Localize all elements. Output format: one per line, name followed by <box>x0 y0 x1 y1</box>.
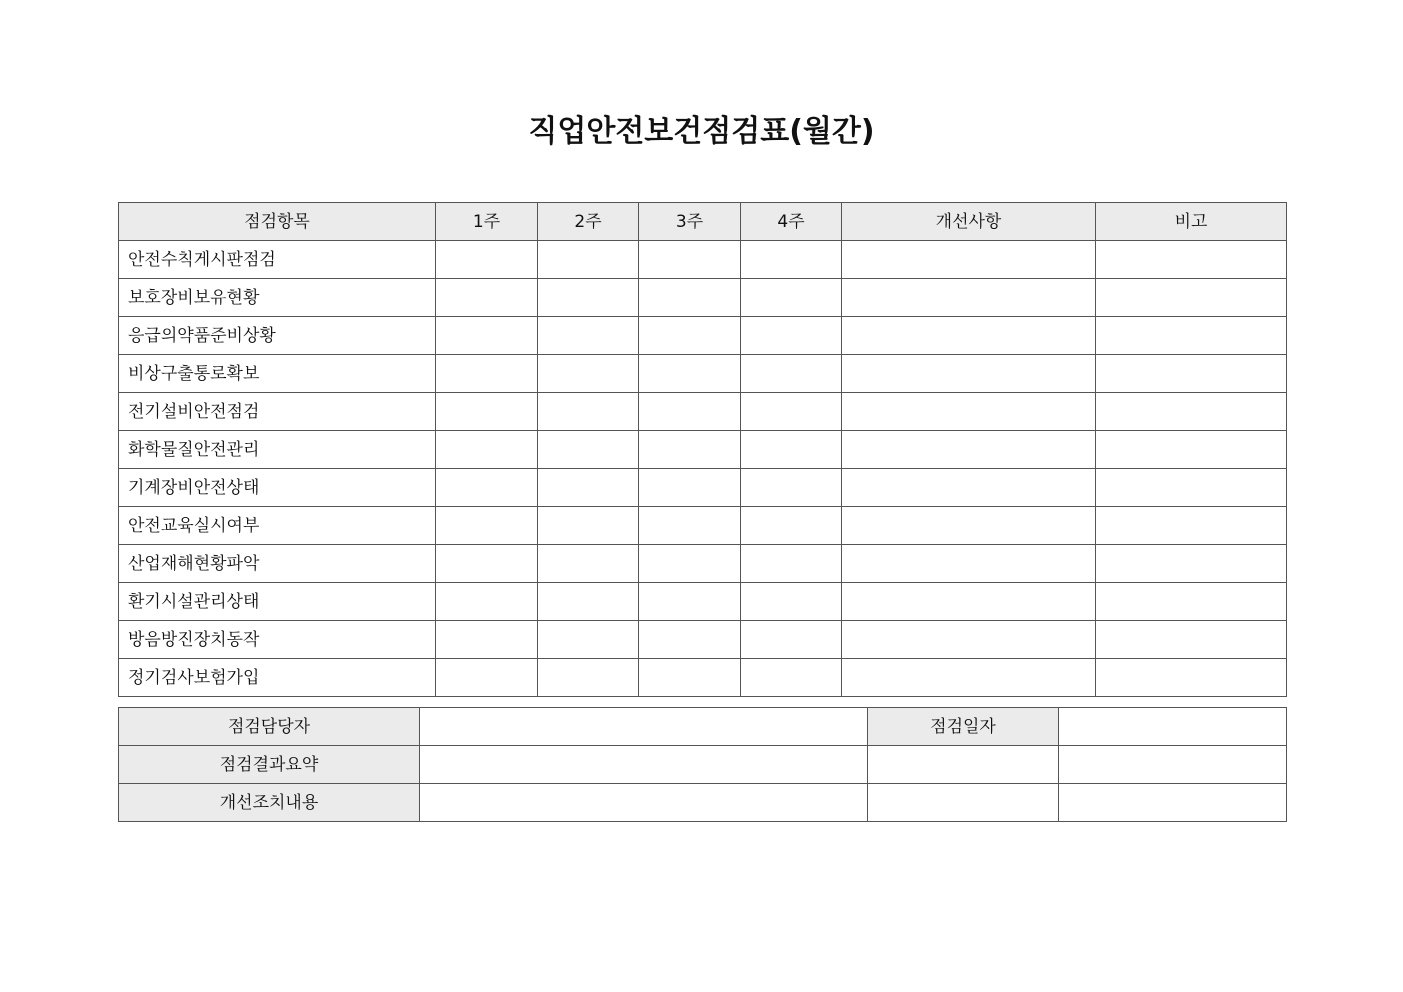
table-row <box>119 583 1287 621</box>
table-row <box>119 431 1287 469</box>
week-4-cell[interactable] <box>741 241 842 279</box>
week-2-cell[interactable] <box>538 355 639 393</box>
table-row <box>119 241 1287 279</box>
table-row <box>119 279 1287 317</box>
summary-row-result <box>119 746 1287 784</box>
inspection-item-label: 안전수칙게시판점검 <box>119 241 436 279</box>
remark-cell[interactable] <box>1096 241 1287 279</box>
week-3-cell[interactable] <box>639 621 741 659</box>
inspection-item-label: 보호장비보유현황 <box>119 279 436 317</box>
remark-cell[interactable] <box>1096 393 1287 431</box>
week-3-cell[interactable] <box>639 279 741 317</box>
week-1-cell[interactable] <box>436 545 538 583</box>
week-2-cell[interactable] <box>538 545 639 583</box>
table-row <box>119 317 1287 355</box>
week-2-cell[interactable] <box>538 659 639 697</box>
inspector-label: 점검담당자 <box>119 708 420 746</box>
corrective-action-cell-3[interactable] <box>1059 784 1287 822</box>
corrective-action-label: 개선조치내용 <box>119 784 420 822</box>
week-2-cell[interactable] <box>538 279 639 317</box>
improvement-cell[interactable] <box>842 659 1096 697</box>
week-4-cell[interactable] <box>741 659 842 697</box>
header-remarks: 비고 <box>1096 203 1287 241</box>
remark-cell[interactable] <box>1096 431 1287 469</box>
week-3-cell[interactable] <box>639 241 741 279</box>
improvement-cell[interactable] <box>842 393 1096 431</box>
week-3-cell[interactable] <box>639 583 741 621</box>
inspection-item-label: 안전교육실시여부 <box>119 507 436 545</box>
table-row <box>119 469 1287 507</box>
improvement-cell[interactable] <box>842 621 1096 659</box>
week-4-cell[interactable] <box>741 545 842 583</box>
result-summary-label: 점검결과요약 <box>119 746 420 784</box>
week-2-cell[interactable] <box>538 469 639 507</box>
week-4-cell[interactable] <box>741 583 842 621</box>
week-1-cell[interactable] <box>436 659 538 697</box>
inspection-item-label: 환기시설관리상태 <box>119 583 436 621</box>
inspection-item-label: 화학물질안전관리 <box>119 431 436 469</box>
table-row <box>119 659 1287 697</box>
remark-cell[interactable] <box>1096 469 1287 507</box>
document-title: 직업안전보건점검표(월간) <box>528 114 875 149</box>
week-3-cell[interactable] <box>639 545 741 583</box>
inspection-date-value-cell[interactable] <box>1059 708 1287 746</box>
header-inspection-item: 점검항목 <box>119 203 436 241</box>
inspection-item-label: 비상구출통로확보 <box>119 355 436 393</box>
week-4-cell[interactable] <box>741 355 842 393</box>
corrective-action-cell[interactable] <box>420 784 868 822</box>
week-3-cell[interactable] <box>639 317 741 355</box>
week-4-cell[interactable] <box>741 279 842 317</box>
improvement-cell[interactable] <box>842 431 1096 469</box>
improvement-cell[interactable] <box>842 469 1096 507</box>
week-1-cell[interactable] <box>436 431 538 469</box>
week-1-cell[interactable] <box>436 621 538 659</box>
inspection-date-label: 점검일자 <box>868 708 1059 746</box>
week-2-cell[interactable] <box>538 583 639 621</box>
week-2-cell[interactable] <box>538 317 639 355</box>
week-4-cell[interactable] <box>741 317 842 355</box>
table-row <box>119 507 1287 545</box>
improvement-cell[interactable] <box>842 545 1096 583</box>
week-3-cell[interactable] <box>639 507 741 545</box>
remark-cell[interactable] <box>1096 507 1287 545</box>
week-2-cell[interactable] <box>538 393 639 431</box>
week-2-cell[interactable] <box>538 241 639 279</box>
summary-row-inspector <box>119 708 1287 746</box>
week-1-cell[interactable] <box>436 279 538 317</box>
table-row <box>119 621 1287 659</box>
week-4-cell[interactable] <box>741 469 842 507</box>
summary-row-action <box>119 784 1287 822</box>
remark-cell[interactable] <box>1096 659 1287 697</box>
week-1-cell[interactable] <box>436 583 538 621</box>
inspector-value-cell[interactable] <box>420 708 868 746</box>
week-2-cell[interactable] <box>538 621 639 659</box>
table-row <box>119 355 1287 393</box>
week-3-cell[interactable] <box>639 393 741 431</box>
improvement-cell[interactable] <box>842 279 1096 317</box>
remark-cell[interactable] <box>1096 317 1287 355</box>
result-summary-cell-2[interactable] <box>868 746 1059 784</box>
remark-cell[interactable] <box>1096 583 1287 621</box>
week-3-cell[interactable] <box>639 659 741 697</box>
week-1-cell[interactable] <box>436 241 538 279</box>
week-1-cell[interactable] <box>436 393 538 431</box>
remark-cell[interactable] <box>1096 355 1287 393</box>
header-week-3: 3주 <box>639 203 741 241</box>
header-week-1: 1주 <box>436 203 538 241</box>
week-4-cell[interactable] <box>741 431 842 469</box>
remark-cell[interactable] <box>1096 279 1287 317</box>
inspection-item-label: 정기검사보험가입 <box>119 659 436 697</box>
table-header-row <box>119 203 1287 241</box>
improvement-cell[interactable] <box>842 583 1096 621</box>
week-1-cell[interactable] <box>436 507 538 545</box>
inspection-item-label: 응급의약품준비상황 <box>119 317 436 355</box>
improvement-cell[interactable] <box>842 317 1096 355</box>
checklist-table <box>118 202 1287 697</box>
header-week-2: 2주 <box>538 203 639 241</box>
week-1-cell[interactable] <box>436 355 538 393</box>
remark-cell[interactable] <box>1096 545 1287 583</box>
week-3-cell[interactable] <box>639 355 741 393</box>
week-2-cell[interactable] <box>538 431 639 469</box>
inspection-item-label: 전기설비안전점검 <box>119 393 436 431</box>
week-4-cell[interactable] <box>741 621 842 659</box>
week-3-cell[interactable] <box>639 431 741 469</box>
improvement-cell[interactable] <box>842 507 1096 545</box>
week-4-cell[interactable] <box>741 507 842 545</box>
week-1-cell[interactable] <box>436 469 538 507</box>
remark-cell[interactable] <box>1096 621 1287 659</box>
week-4-cell[interactable] <box>741 393 842 431</box>
corrective-action-cell-2[interactable] <box>868 784 1059 822</box>
header-week-4: 4주 <box>741 203 842 241</box>
inspection-item-label: 산업재해현황파악 <box>119 545 436 583</box>
week-2-cell[interactable] <box>538 507 639 545</box>
week-3-cell[interactable] <box>639 469 741 507</box>
inspection-item-label: 방음방진장치동작 <box>119 621 436 659</box>
header-improvements: 개선사항 <box>842 203 1096 241</box>
table-row <box>119 393 1287 431</box>
week-1-cell[interactable] <box>436 317 538 355</box>
improvement-cell[interactable] <box>842 241 1096 279</box>
summary-table <box>118 707 1287 822</box>
result-summary-cell[interactable] <box>420 746 868 784</box>
improvement-cell[interactable] <box>842 355 1096 393</box>
result-summary-cell-3[interactable] <box>1059 746 1287 784</box>
inspection-item-label: 기계장비안전상태 <box>119 469 436 507</box>
table-row <box>119 545 1287 583</box>
